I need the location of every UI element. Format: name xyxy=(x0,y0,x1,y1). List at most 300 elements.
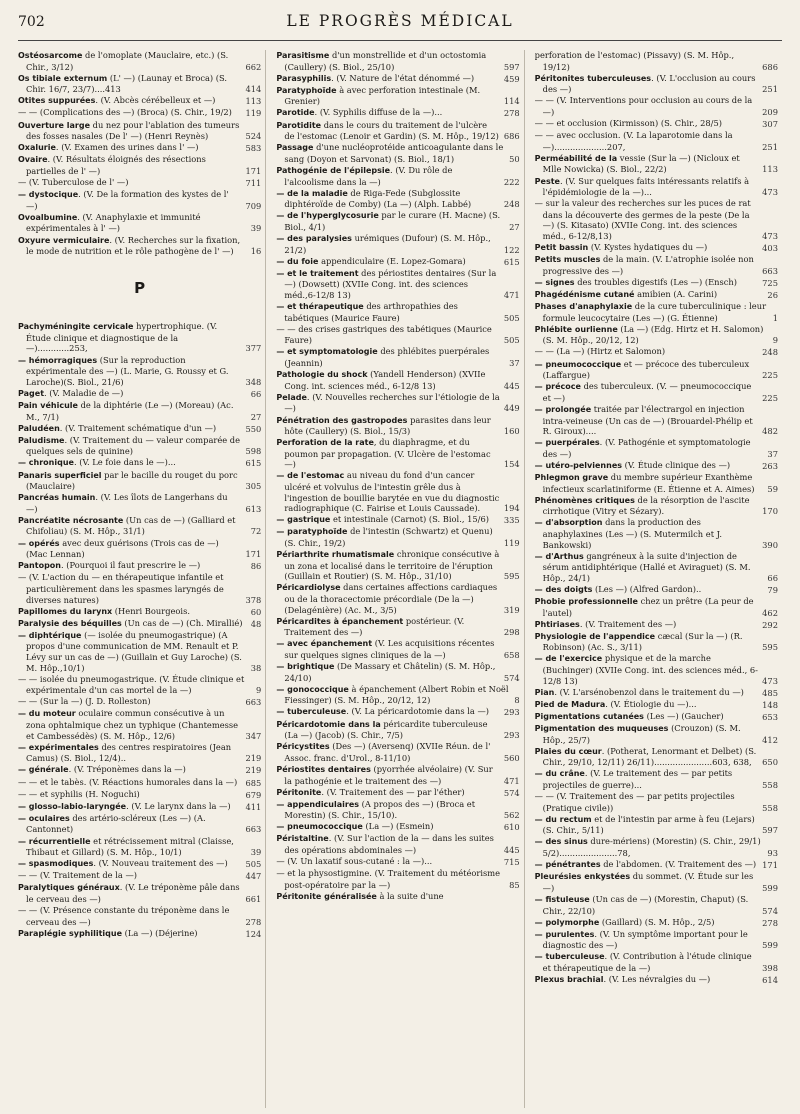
entry-description: (La —) (Edg. Hirtz et H. Salomon) (S. M. Hôp., 20/12, 12) xyxy=(542,323,764,346)
entry-description: . (V. Un symptôme important pour le diagnostic des —) xyxy=(542,928,748,951)
entry-term: Phénomènes critiques xyxy=(534,495,635,505)
entry-page: 27 xyxy=(509,221,520,232)
index-entry xyxy=(276,799,519,821)
index-entry xyxy=(18,95,261,107)
entry-description: de l'abdomen. (V. Traitement des —) xyxy=(600,859,757,870)
entry-page: 154 xyxy=(503,459,520,470)
entry-description: — — avec occlusion. (V. La laparotomie dans la —)....................207, xyxy=(534,130,733,152)
entry-text xyxy=(18,235,247,257)
entry-page: 725 xyxy=(762,277,778,288)
index-entry xyxy=(535,584,778,596)
index-entry xyxy=(535,951,778,973)
index-entry xyxy=(535,289,778,301)
index-entry xyxy=(18,321,261,354)
entry-page: 574 xyxy=(762,905,778,916)
entry-term: Os tibiale externum xyxy=(18,73,108,83)
entry-page: 390 xyxy=(762,539,778,550)
entry-page: 292 xyxy=(762,619,778,630)
entry-text xyxy=(276,833,499,855)
entry-term: — et symptomatologie xyxy=(276,347,378,357)
entry-page: 305 xyxy=(245,481,262,492)
entry-description: au niveau du fond d'un cancer ulcéré et volvulus de l'intestin grêle dus à l'ingestion de bouillie barytée en vue du diagnostic radiographique (C. Fairise et Louis Caussade). xyxy=(284,470,500,514)
entry-page: 122 xyxy=(503,244,520,255)
entry-text xyxy=(18,423,241,435)
entry-text xyxy=(276,120,499,142)
entry-description: (Crouzon) (S. M. Hôp., 25/7) xyxy=(542,723,741,745)
entry-term: Parasitisme xyxy=(276,51,330,60)
entry-text xyxy=(535,118,758,130)
entry-text xyxy=(18,470,241,492)
entry-text xyxy=(276,799,499,821)
entry-description: . (V. Sur quelques faits intéressants relatifs à l'épidémiologie de la —)... xyxy=(542,175,750,198)
index-entry xyxy=(535,301,778,323)
entry-description: . (V. Traitement des — par l'éther) xyxy=(321,786,465,797)
entry-description: — — (Sur la —) (J. D. Rolleston) xyxy=(18,696,151,707)
entry-text xyxy=(18,107,241,119)
entry-description: — et la physostigmine. (V. Traitement du météorisme post-opératoire par la —) xyxy=(276,868,501,890)
entry-description: urémiques (Dufour) (S. M. Hôp., 21/2) xyxy=(284,233,491,255)
index-entry xyxy=(18,882,261,904)
entry-text xyxy=(276,764,499,786)
entry-term: — d'absorption xyxy=(534,518,603,528)
index-entry xyxy=(18,107,261,119)
entry-text xyxy=(18,120,241,142)
entry-text xyxy=(276,210,505,232)
entry-page: 378 xyxy=(245,594,262,605)
entry-description: — — (V. Présence constante du tréponème dans le cerveau des —) xyxy=(18,905,230,927)
entry-page: 38 xyxy=(250,662,262,673)
entry-page: 72 xyxy=(250,526,262,537)
entry-term: — glosso-labio-laryngée xyxy=(18,801,127,811)
entry-text xyxy=(276,346,505,368)
index-entry xyxy=(18,189,261,211)
index-entry xyxy=(276,582,519,615)
entry-term: — du rectum xyxy=(534,814,592,824)
entry-term: — pénétrantes xyxy=(534,860,601,870)
entry-description: (Gaillard) (S. M. Hôp., 2/5) xyxy=(599,916,715,927)
entry-text xyxy=(18,801,241,813)
entry-text xyxy=(276,85,499,107)
entry-description: de Riga-Fede (Subglossite diphtéroïde de Comby) (La —) (Alph. Labbé) xyxy=(284,187,472,210)
entry-text xyxy=(535,153,758,175)
entry-description: (Yandell Henderson) (XVIIe Cong. int. sciences méd., 6-12/8 13) xyxy=(284,369,486,391)
entry-description: — sur la valeur des recherches sur les puces de rat dans la découverte des germes de la peste (De la —) (S. Kitasato) (XVIIe Cong. int. des sciences méd., 6-12/8,13) xyxy=(534,198,751,241)
section-letter: P xyxy=(134,278,146,297)
entry-description: (V. Kystes hydatiques du —) xyxy=(588,242,708,253)
entry-page: 170 xyxy=(762,506,778,517)
entry-text xyxy=(535,242,758,254)
entry-term: Péricardotomie dans la xyxy=(276,719,381,729)
entry-page: 26 xyxy=(767,289,778,300)
entry-text xyxy=(535,346,758,358)
entry-description: (De Massary et Châtelin) (S. M. Hôp., 24/10) xyxy=(284,661,496,683)
entry-description: — — isolée du pneumogastrique. (V. Étude clinique et expérimentale d'un cas mortel de la —) xyxy=(18,673,245,696)
entry-page: 278 xyxy=(245,916,262,927)
index-entry xyxy=(535,198,778,241)
entry-description: (V. Les acquisitions récentes sur quelques signes cliniques de la —) xyxy=(284,638,495,660)
entry-description: du sommet. (V. Étude sur les —) xyxy=(542,871,754,893)
index-entry xyxy=(18,777,261,789)
entry-description: des arthropathies des tabétiques (Maurice Faure) xyxy=(284,301,458,323)
entry-text xyxy=(535,894,758,916)
entry-text xyxy=(18,95,241,107)
entry-page: 661 xyxy=(245,893,262,904)
entry-text xyxy=(535,517,758,550)
entry-text xyxy=(535,301,769,323)
entry-description: perforation de l'estomac) (Pissavy) (S. M. Hôp., 19/12) xyxy=(534,50,735,72)
index-entry xyxy=(18,618,261,630)
entry-description: (Un cas de —) (Galliard et Chifoliau) (S. M. Hôp., 31/1) xyxy=(26,514,236,537)
entry-description: chronique consécutive à un zona et localisé dans le territoire de l'éruption (Guillain et Routier) (S. M. Hôp., 31/10) xyxy=(284,549,500,582)
entry-page: 473 xyxy=(762,187,778,198)
entry-text xyxy=(535,495,758,517)
index-entry xyxy=(535,836,778,858)
entry-description: — — (V. Traitement des — par petits projectiles (Pratique civile)) xyxy=(534,791,735,813)
entry-text xyxy=(276,787,499,799)
entry-page: 679 xyxy=(245,789,262,800)
entry-page: 124 xyxy=(245,928,262,939)
entry-page: 558 xyxy=(762,780,778,790)
entry-term: — de l'hyperglycosurie xyxy=(276,211,379,221)
entry-description: des périostites dentaires (Sur la —) (Dowsett) (XVIIe Cong. int. des sciences méd.,6-12/8 13) xyxy=(284,267,497,300)
entry-term: Paraplégie syphilitique xyxy=(18,928,123,938)
entry-text xyxy=(535,791,758,813)
entry-text xyxy=(18,154,241,176)
entry-page: 562 xyxy=(503,810,520,821)
index-entry xyxy=(535,974,778,986)
entry-term: Pathologie du shock xyxy=(276,370,368,380)
entry-page: 658 xyxy=(503,649,520,660)
entry-text xyxy=(18,928,241,940)
index-entry xyxy=(535,176,778,198)
index-entry xyxy=(276,165,519,187)
entry-page: 411 xyxy=(245,801,262,812)
entry-description: — — et syphilis (H. Noguchi) xyxy=(18,788,140,799)
entry-term: Pain véhicule xyxy=(18,400,78,410)
entry-page: 377 xyxy=(245,343,262,354)
entry-page: 471 xyxy=(503,775,520,786)
entry-page: 505 xyxy=(245,859,262,870)
entry-page: 685 xyxy=(245,777,262,788)
index-entry xyxy=(276,210,519,232)
index-entry xyxy=(276,661,519,683)
entry-term: Péritonite xyxy=(276,787,322,797)
entry-text xyxy=(276,188,499,210)
entry-page: 37 xyxy=(509,358,520,369)
entry-text xyxy=(276,437,499,470)
entry-text xyxy=(276,233,499,255)
index-entry xyxy=(18,154,261,176)
entry-description: et rétrécissement mitral (Claisse, Thibaut et Gillard) (S. M. Hôp., 10/1) xyxy=(26,835,234,858)
entry-term: Paralytiques généraux xyxy=(18,883,120,893)
entry-text xyxy=(276,301,499,323)
index-entry xyxy=(18,928,261,940)
entry-page: 60 xyxy=(250,606,262,617)
entry-text xyxy=(18,836,247,858)
entry-term: — purulentes xyxy=(534,929,595,939)
entry-page: 613 xyxy=(245,503,262,514)
entry-page: 445 xyxy=(503,380,520,391)
entry-term: — gonococcique xyxy=(276,684,349,694)
entry-page: 414 xyxy=(245,84,262,95)
entry-text xyxy=(18,435,241,457)
entry-text xyxy=(18,50,241,72)
index-entry xyxy=(276,706,519,718)
entry-description: du nez pour l'ablation des tumeurs des fosses nasales (De l' —) (Henri Reynès) xyxy=(26,119,240,142)
entry-page: 160 xyxy=(503,426,520,437)
index-entry xyxy=(18,708,261,741)
entry-text xyxy=(535,596,758,618)
entry-text xyxy=(18,492,241,514)
entry-page: 445 xyxy=(503,845,520,856)
entry-description: . (V. Abcès cérébelleux et —) xyxy=(95,95,216,106)
entry-text xyxy=(18,708,241,741)
entry-term: Pancréatite nécrosante xyxy=(18,515,124,525)
entry-text xyxy=(276,369,499,391)
entry-text xyxy=(18,777,241,789)
entry-page: 471 xyxy=(503,289,520,300)
index-entry xyxy=(276,392,519,414)
entry-text xyxy=(276,526,499,548)
index-entry xyxy=(276,549,519,582)
entry-description: (Un cas de —) (Morestin, Chaput) (S. Chir., 22/10) xyxy=(542,893,749,916)
entry-page: 398 xyxy=(762,963,778,973)
entry-description: appendiculaire (E. Lopez-Gomara) xyxy=(318,255,466,266)
entry-text xyxy=(18,355,241,388)
index-entry xyxy=(535,118,778,130)
entry-text xyxy=(18,73,241,95)
entry-text xyxy=(18,764,241,776)
index-entry xyxy=(276,514,519,526)
entry-page: 248 xyxy=(503,199,520,210)
index-entry xyxy=(535,254,778,276)
entry-term: Perméabilité de la xyxy=(534,153,618,163)
entry-page: 79 xyxy=(767,584,778,595)
entry-page: 462 xyxy=(762,607,778,618)
entry-text xyxy=(276,821,499,833)
entry-page: 599 xyxy=(762,882,778,893)
entry-description: dans la production des anaphylaxines (Les —) (S. Mutermilch et J. Bankowski) xyxy=(542,517,722,550)
entry-page: 66 xyxy=(250,388,262,399)
entry-term: — des doigts xyxy=(534,584,593,594)
entry-description: par le curare (H. Macne) (S. Biol., 4/1) xyxy=(284,210,501,232)
index-entry xyxy=(276,324,519,346)
entry-text xyxy=(535,723,758,745)
entry-text xyxy=(535,95,758,117)
index-entry xyxy=(18,492,261,514)
entry-text xyxy=(18,560,247,572)
entry-description: — — des crises gastriques des tabétiques (Maurice Faure) xyxy=(276,323,492,346)
entry-term: — récurrentielle xyxy=(18,836,91,846)
entry-description: . (V. Maladie de —) xyxy=(44,387,124,398)
entry-page: 686 xyxy=(762,61,778,72)
index-entry xyxy=(535,95,778,117)
index-entry xyxy=(276,50,519,72)
entry-term: Pantopon xyxy=(18,561,61,571)
column-1-bottom-entries xyxy=(18,321,261,939)
entry-page: 599 xyxy=(762,940,778,951)
index-entry xyxy=(276,821,519,833)
entry-page: 473 xyxy=(762,231,778,241)
entry-text xyxy=(535,584,764,596)
index-entry xyxy=(18,50,261,72)
entry-text xyxy=(18,572,241,605)
entry-page: 293 xyxy=(503,707,520,718)
entry-description: . (V. Nature de l'état dénommé —) xyxy=(331,72,475,83)
entry-page: 347 xyxy=(245,730,262,741)
entry-term: — précoce xyxy=(534,382,581,392)
entry-page: 574 xyxy=(503,787,520,798)
entry-page: 485 xyxy=(762,687,778,698)
entry-description: gangréneux à la suite d'injection de sérum antidiphtérique (Hallé et Aviraguet) (S. M. Hôp., 24/1) xyxy=(542,550,751,583)
entry-term: — tuberculeuse xyxy=(276,707,347,717)
entry-text xyxy=(535,176,758,198)
entry-term: Paludisme xyxy=(18,435,65,445)
entry-page: 171 xyxy=(762,860,778,871)
entry-term: Passage xyxy=(276,143,314,153)
entry-description: . (V. Syphilis diffuse de la —)... xyxy=(314,107,443,118)
entry-page: 263 xyxy=(762,460,778,471)
entry-description: dans le cours du traitement de l'ulcère de l'estomac (Lenoir et Gardin) (S. M. Hôp., 19/12) xyxy=(284,119,499,142)
entry-text xyxy=(276,50,499,72)
index-entry xyxy=(18,212,261,234)
entry-page: 459 xyxy=(503,73,520,84)
index-entry xyxy=(276,437,519,470)
entry-term: Péritonites tuberculeuses xyxy=(534,73,652,83)
entry-term: — des sinus xyxy=(534,837,588,847)
entry-text xyxy=(535,859,758,871)
index-entry xyxy=(535,277,778,289)
entry-description: . (V. Traitement schématique d'un —) xyxy=(59,422,217,433)
index-entry xyxy=(276,719,519,741)
entry-text xyxy=(535,50,758,72)
index-entry xyxy=(18,742,261,764)
entry-text xyxy=(535,929,758,951)
entry-term: — expérimentales xyxy=(18,742,99,752)
entry-text xyxy=(276,868,505,890)
index-entry xyxy=(18,515,261,537)
entry-description: — — et le tabès. (V. Réactions humorales dans la —) xyxy=(18,776,238,787)
index-entry xyxy=(276,741,519,763)
entry-description: (La —) (Esmein) xyxy=(362,821,434,832)
entry-text xyxy=(276,107,499,119)
entry-description: et intestinale (Carnot) (S. Biol., 15/6) xyxy=(330,514,489,525)
entry-text xyxy=(18,674,252,696)
index-entry xyxy=(18,905,261,927)
entry-description: et — précoce des tuberculeux (Laffargue) xyxy=(542,358,750,381)
entry-text xyxy=(535,768,758,790)
entry-term: Pian xyxy=(534,687,555,697)
entry-term: Phagédénisme cutané xyxy=(534,289,635,299)
entry-page: 16 xyxy=(250,246,262,257)
entry-page: 9 xyxy=(256,685,262,696)
entry-page: 171 xyxy=(245,165,262,176)
entry-description: traitée par l'électrargol en injection intra-veineuse (Un cas de —) (Brouardel-Phélip et R. Giroux).... xyxy=(542,403,753,437)
index-entry xyxy=(276,120,519,142)
entry-page: 412 xyxy=(762,734,778,745)
entry-term: Petits muscles xyxy=(534,255,601,265)
page-number: 702 xyxy=(18,14,45,30)
entry-description: . (V. Nouvelles recherches sur l'étiologie de la —) xyxy=(284,391,500,414)
index-entry xyxy=(535,711,778,723)
entry-term: — polymorphe xyxy=(534,917,600,927)
index-entry xyxy=(18,801,261,813)
entry-term: — de l'exercice xyxy=(534,654,603,664)
entry-page: 597 xyxy=(503,61,520,72)
entry-description: . (Potherat, Lenormant et Delbet) (S. Chir., 29/10, 12/11) 26/11)......................603, 638, xyxy=(542,745,757,768)
index-entry xyxy=(18,423,261,435)
entry-description: amibien (A. Carini) xyxy=(634,288,718,299)
entry-term: — du foie xyxy=(276,256,319,266)
entry-page: 473 xyxy=(762,675,778,686)
entry-description: . (V. Pathogénie et symptomatologie des —) xyxy=(542,437,751,459)
entry-term: Péricystites xyxy=(276,742,330,752)
index-entry xyxy=(535,404,778,437)
entry-description: dans certaines affections cardiaques ou de la thoracectomie précordiale (De la —) (Delagénière) (Ac. M., 3/5) xyxy=(284,582,498,615)
entry-text xyxy=(535,460,758,472)
entry-text xyxy=(276,268,499,301)
entry-text xyxy=(535,359,758,381)
entry-description: péricardite tuberculeuse (La —) (Jacob) (S. Chir., 7/5) xyxy=(284,718,488,741)
entry-text xyxy=(18,882,241,904)
entry-term: Phases d'anaphylaxie xyxy=(534,302,633,312)
entry-text xyxy=(535,631,758,653)
entry-page: 278 xyxy=(762,917,778,928)
entry-text xyxy=(535,699,758,711)
entry-page: 9 xyxy=(772,335,778,346)
entry-text xyxy=(18,457,241,469)
index-entry xyxy=(18,836,261,858)
entry-description: à épanchement (Albert Robin et Noël Fiessinger) (S. M. Hôp., 20/12, 12) xyxy=(284,683,509,706)
entry-text xyxy=(276,706,499,718)
entry-description: des artério-scléreux (Les —) (A. Cantonnet) xyxy=(26,812,206,835)
entry-term: — de l'estomac xyxy=(276,471,345,481)
entry-description: de l'intestin (Schwartz) et Quenu) (S. Chir., 19/2) xyxy=(284,526,493,549)
entry-description: (Un cas de —) (Ch. Mirallié) xyxy=(121,617,243,628)
entry-text xyxy=(535,198,758,241)
index-entry xyxy=(535,619,778,631)
entry-text xyxy=(276,549,499,582)
entry-term: Plaies du cœur xyxy=(534,746,602,756)
index-entry xyxy=(535,859,778,871)
entry-term: Peste xyxy=(534,176,560,186)
column-3-entries xyxy=(535,50,778,986)
entry-description: (Les —) (Gaucher) xyxy=(643,710,724,721)
index-entry xyxy=(276,369,519,391)
entry-text xyxy=(276,741,499,763)
entry-text xyxy=(18,742,241,764)
entry-description: . (V. Le tréponème pâle dans le cerveau des —) xyxy=(26,882,240,904)
index-entry xyxy=(18,858,261,870)
entry-text xyxy=(18,400,247,422)
entry-page: 93 xyxy=(767,848,778,859)
entry-term: — prolongée xyxy=(534,404,592,414)
entry-text xyxy=(535,836,764,858)
entry-text xyxy=(535,381,758,403)
index-entry xyxy=(535,723,778,745)
index-entry xyxy=(18,142,261,154)
entry-text xyxy=(535,324,769,346)
entry-term: Périostites dentaires xyxy=(276,764,371,774)
entry-term: Plexus brachial xyxy=(534,975,604,985)
entry-page: 39 xyxy=(250,223,262,234)
entry-page: 251 xyxy=(762,84,778,95)
entry-page: 505 xyxy=(503,312,520,323)
entry-text xyxy=(18,388,247,400)
entry-description: — (V. L'action du — en thérapeutique infantile et particulièrement dans les spasmes laryngés de diverses natures) xyxy=(18,572,224,605)
entry-page: 597 xyxy=(762,825,778,836)
entry-text xyxy=(535,472,764,494)
